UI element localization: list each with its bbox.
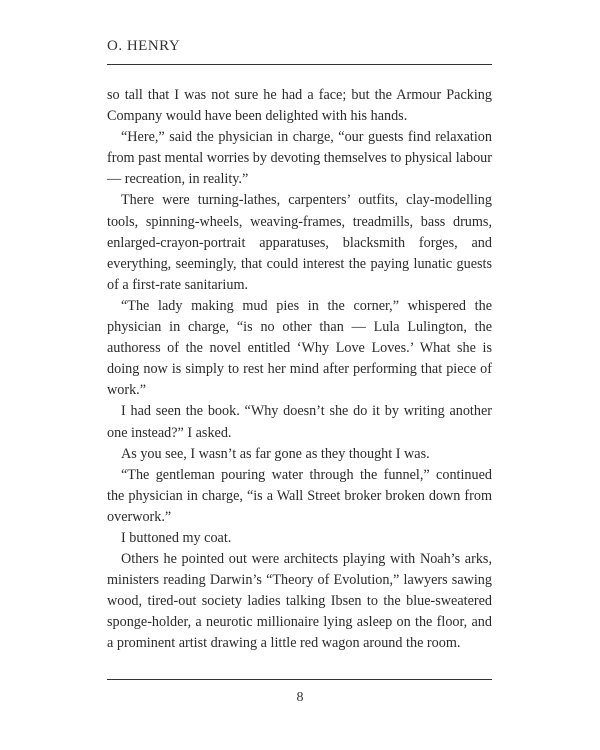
paragraph: There were turning-lathes, carpenters’ outfits, clay-modelling tools, spinning-wheels, weaving-frames, treadmills, bass drums, enlarged-crayon-portrait apparatuses, blacksmith forges, and everything, seemingly, that could interest the paying lunatic guests of a first-rate sanitarium. xyxy=(107,192,492,293)
paragraph: “The lady making mud pies in the corner,” whispered the physician in charge, “is no other than — Lula Lulington, the authoress of the novel entitled ‘Why Love Loves.’ What she is doing now is simply to rest her mind after performing that piece of work.” xyxy=(107,297,492,399)
footer-rule xyxy=(107,679,492,680)
header-rule xyxy=(107,64,492,65)
paragraph: “Here,” said the physician in charge, “our guests find relaxation from past mental worries by devoting themselves to physical labour — recreation, in reality.” xyxy=(107,129,492,188)
paragraph: As you see, I wasn’t as far gone as they thought I was. xyxy=(121,445,430,462)
paragraph: Others he pointed out were architects playing with Noah’s arks, ministers reading Darwin’s “Theory of Evolution,” lawyers sawing wood, tired-out society ladies talking Ibsen to the blue-sweatered sponge-holder, a neurotic millionaire lying asleep on the floor, and a prominent artist drawing a little red wagon around the room. xyxy=(107,551,492,652)
paragraph: I buttoned my coat. xyxy=(121,529,232,546)
text-block xyxy=(107,85,492,655)
running-head: O. HENRY xyxy=(107,38,181,54)
page-number: 8 xyxy=(296,690,304,705)
paragraph: I had seen the book. “Why doesn’t she do it by writing another one instead?” I asked. xyxy=(107,403,492,441)
paragraph: so tall that I was not sure he had a face; but the Armour Packing Company would have been delighted with his hands. xyxy=(107,87,492,125)
paragraph: “The gentleman pouring water through the funnel,” continued the physician in charge, “is a Wall Street broker broken down from overwork.” xyxy=(107,466,492,525)
